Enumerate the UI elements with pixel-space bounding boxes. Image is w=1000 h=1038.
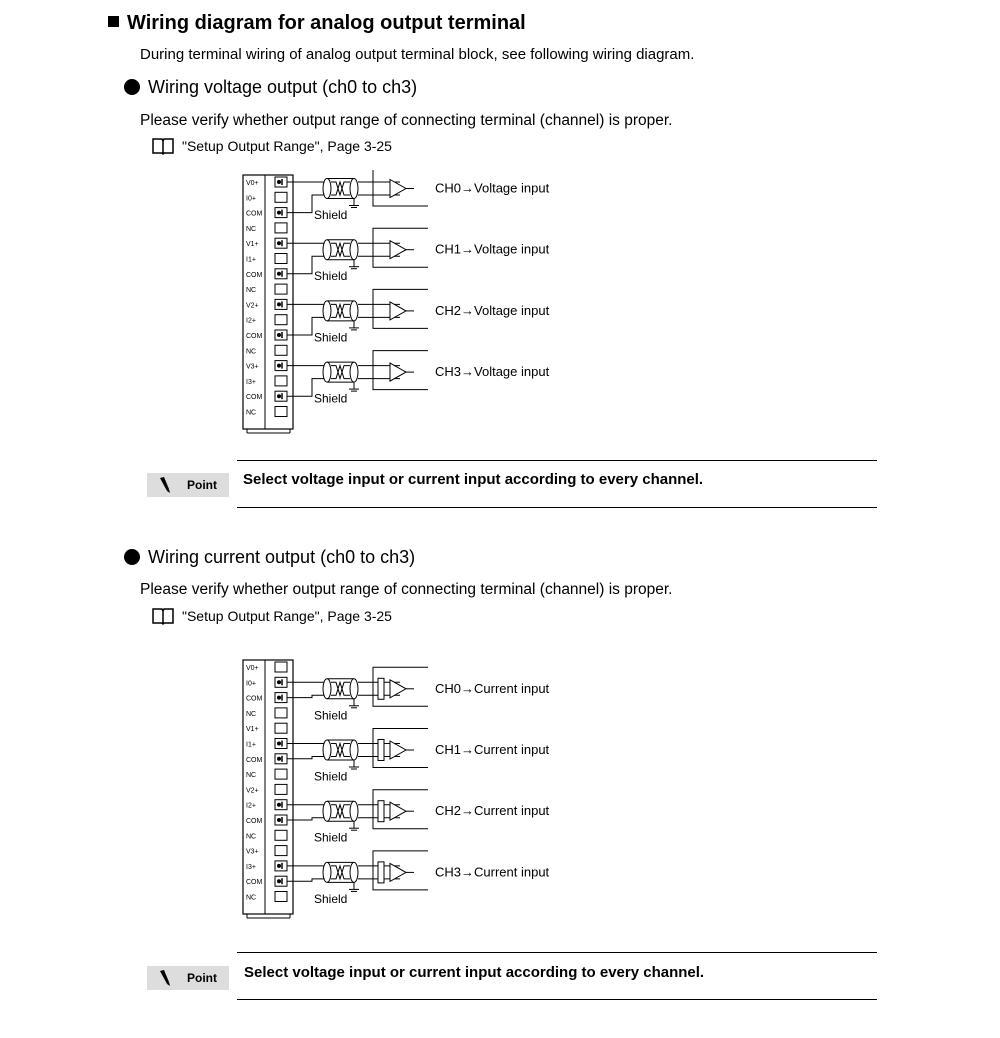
terminal-label: V3+ [246, 848, 259, 856]
voltage-subheading-text: Wiring voltage output (ch0 to ch3) [148, 77, 418, 97]
terminal-label: I3+ [246, 863, 256, 871]
voltage-point-text: Select voltage input or current input according to every channel. [243, 471, 704, 488]
terminal-wired-dot [277, 879, 281, 883]
shield-cap-right [350, 301, 358, 321]
voltage-point-rule-top [237, 460, 877, 461]
terminal-label: NC [246, 894, 257, 902]
terminal-label: NC [246, 710, 257, 718]
terminal-label: NC [246, 409, 257, 417]
shield-cap-right [350, 862, 358, 882]
terminal-screw [275, 846, 287, 856]
terminal-screw [275, 723, 287, 733]
terminal-label: V1+ [246, 726, 259, 734]
channel-label: CH1→Current input [435, 742, 550, 757]
terminal-label: I1+ [246, 256, 256, 264]
shield-label: Shield [314, 708, 348, 723]
resistor-icon [378, 801, 384, 822]
shield-cap-right [350, 679, 358, 699]
channel-0 [287, 667, 550, 722]
bullet-dot-icon [124, 79, 140, 95]
channel-label: CH0→Current input [435, 680, 550, 696]
book-icon [152, 137, 174, 155]
terminal-label: NC [246, 348, 257, 356]
current-subheading [124, 547, 415, 568]
terminal-label: COM [246, 271, 263, 279]
shield-label: Shield [314, 330, 348, 345]
terminal-screw [275, 315, 287, 325]
terminal-wired-dot [277, 803, 281, 807]
channel-label: CH3→Current input [435, 864, 550, 880]
terminal-screw [275, 830, 287, 840]
terminal-label: COM [246, 879, 263, 887]
terminal-wired-dot [277, 180, 281, 184]
terminal-screw [275, 345, 287, 355]
terminal-label: NC [246, 833, 257, 841]
terminal-screw [275, 769, 287, 779]
channel-1 [287, 729, 550, 784]
channel-3 [287, 851, 550, 906]
terminal-label: V2+ [246, 787, 259, 795]
terminal-wired-dot [277, 241, 281, 245]
intro-text: During terminal wiring of analog output terminal block, see following wiring diagram. [140, 46, 695, 63]
terminal-wired-dot [277, 211, 281, 215]
voltage-wiring-diagram [230, 170, 630, 440]
shield-cap-right [350, 801, 358, 821]
shield-cap-left [323, 801, 331, 821]
terminal-label: I1+ [246, 741, 256, 749]
shield-cap-left [323, 740, 331, 760]
terminal-label: COM [246, 756, 263, 764]
current-subheading-text: Wiring current output (ch0 to ch3) [148, 547, 416, 567]
terminal-label: NC [246, 225, 257, 233]
terminal-wired-dot [277, 742, 281, 746]
voltage-reference-link[interactable] [152, 137, 392, 155]
terminal-screw [275, 192, 287, 202]
current-wiring-diagram [230, 655, 630, 925]
current-point-rule-bottom [237, 999, 877, 1000]
terminal-wired-dot [277, 272, 281, 276]
terminal-label: V0+ [246, 665, 259, 672]
terminal-screw [275, 284, 287, 294]
current-point-text: Select voltage input or current input according to every channel. [244, 964, 705, 981]
terminal-wired-dot [277, 757, 281, 761]
terminal-label: NC [246, 287, 257, 295]
bullet-dot-icon [124, 549, 140, 565]
terminal-label: COM [246, 695, 263, 703]
terminal-label: I0+ [246, 680, 256, 688]
shield-cap-left [323, 240, 331, 260]
shield-label: Shield [314, 391, 348, 406]
voltage-verify-text: Please verify whether output range of connecting terminal (channel) is proper. [140, 112, 673, 129]
terminal-wired-dot [277, 302, 281, 306]
channel-label: CH3→Voltage input [435, 364, 550, 380]
terminal-label: NC [246, 772, 257, 780]
terminal-label: V1+ [246, 241, 259, 249]
terminal-label: I0+ [246, 195, 256, 203]
channel-label: CH2→Voltage input [435, 302, 550, 318]
terminal-screw [275, 708, 287, 718]
terminal-wired-dot [277, 696, 281, 700]
channel-label: CH1→Voltage input [435, 241, 550, 257]
terminal-label: COM [246, 818, 263, 825]
channel-1 [287, 228, 550, 283]
terminal-wired-dot [277, 364, 281, 368]
current-verify-text: Please verify whether output range of connecting terminal (channel) is proper. [140, 581, 673, 598]
channel-0 [287, 170, 550, 222]
shield-label: Shield [314, 769, 348, 784]
terminal-screw [275, 223, 287, 233]
resistor-icon [378, 678, 384, 699]
terminal-screw [275, 376, 287, 386]
shield-cap-left [323, 179, 331, 199]
resistor-icon [378, 862, 384, 883]
shield-cap-right [350, 240, 358, 260]
terminal-wired-dot [277, 333, 281, 337]
channel-label: CH2→Current input [435, 803, 550, 819]
terminal-label: I3+ [246, 378, 256, 386]
current-reference-link[interactable] [152, 607, 392, 625]
terminal-wired-dot [277, 680, 281, 684]
section-heading-text: Wiring diagram for analog output terminal [127, 12, 526, 34]
channel-label: CH0→Voltage input [435, 180, 550, 196]
terminal-screw [275, 662, 287, 672]
resistor-icon [378, 740, 384, 761]
shield-cap-right [350, 179, 358, 199]
voltage-reference-text: "Setup Output Range", Page 3-25 [182, 138, 392, 154]
book-icon [152, 607, 174, 625]
channel-2 [287, 790, 550, 845]
current-point-badge [147, 966, 229, 990]
terminal-screw [275, 784, 287, 794]
voltage-subheading [124, 77, 417, 98]
terminal-label: I2+ [246, 317, 256, 325]
terminal-screw [275, 407, 287, 417]
shield-cap-left [323, 301, 331, 321]
shield-cap-left [323, 362, 331, 382]
shield-label: Shield [314, 830, 348, 845]
point-label: Point [187, 478, 217, 492]
square-bullet-icon [108, 16, 119, 27]
current-reference-text: "Setup Output Range", Page 3-25 [182, 608, 392, 624]
shield-label: Shield [314, 208, 348, 222]
channel-3 [287, 351, 550, 406]
terminal-label: COM [246, 210, 263, 218]
terminal-wired-dot [277, 818, 281, 822]
pencil-icon [157, 476, 175, 494]
channel-2 [287, 289, 550, 344]
terminal-label: V3+ [246, 363, 259, 371]
terminal-wired-dot [277, 394, 281, 398]
terminal-label: COM [246, 333, 263, 340]
voltage-point-rule-bottom [237, 507, 877, 508]
terminal-label: COM [246, 394, 263, 402]
terminal-wired-dot [277, 864, 281, 868]
shield-cap-right [350, 362, 358, 382]
terminal-label: I2+ [246, 802, 256, 810]
point-label: Point [187, 971, 217, 985]
shield-cap-left [323, 862, 331, 882]
shield-label: Shield [314, 891, 348, 906]
terminal-label: V2+ [246, 302, 259, 310]
terminal-label: V0+ [246, 180, 259, 187]
section-heading [108, 12, 526, 35]
voltage-point-badge [147, 473, 229, 497]
current-point-rule-top [237, 952, 877, 953]
shield-label: Shield [314, 269, 348, 284]
shield-cap-right [350, 740, 358, 760]
shield-cap-left [323, 679, 331, 699]
terminal-screw [275, 892, 287, 902]
pencil-icon [157, 969, 175, 987]
terminal-screw [275, 254, 287, 264]
